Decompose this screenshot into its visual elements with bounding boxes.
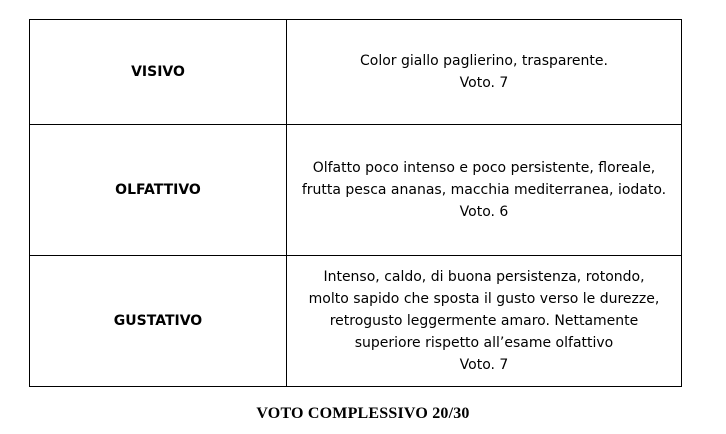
row-description xyxy=(287,256,682,387)
row-label: GUSTATIVO xyxy=(30,256,287,387)
description-line: superiore rispetto all’esame olfattivo xyxy=(354,335,614,351)
row-description xyxy=(287,125,682,256)
score-line: Voto. 7 xyxy=(459,75,509,91)
row-label: OLFATTIVO xyxy=(30,125,287,256)
description-line: frutta pesca ananas, macchia mediterranea, iodato. xyxy=(301,182,667,198)
description-line: Intenso, caldo, di buona persistenza, rotondo, xyxy=(323,269,645,285)
description-line: molto sapido che sposta il gusto verso le durezze, xyxy=(308,291,660,307)
table-row-olfattivo xyxy=(30,125,682,256)
row-label: VISIVO xyxy=(30,20,287,125)
description-line: retrogusto leggermente amaro. Nettamente xyxy=(329,313,639,329)
description-line: Color giallo paglierino, trasparente. xyxy=(360,53,608,69)
description-line: Olfatto poco intenso e poco persistente, floreale, xyxy=(312,160,656,176)
overall-score: VOTO COMPLESSIVO 20/30 xyxy=(256,405,470,422)
evaluation-table xyxy=(29,19,682,387)
row-description xyxy=(287,20,682,125)
score-line: Voto. 6 xyxy=(459,204,509,220)
table-row-visivo xyxy=(30,20,682,125)
score-line: Voto. 7 xyxy=(459,357,509,373)
table-row-gustativo xyxy=(30,256,682,387)
